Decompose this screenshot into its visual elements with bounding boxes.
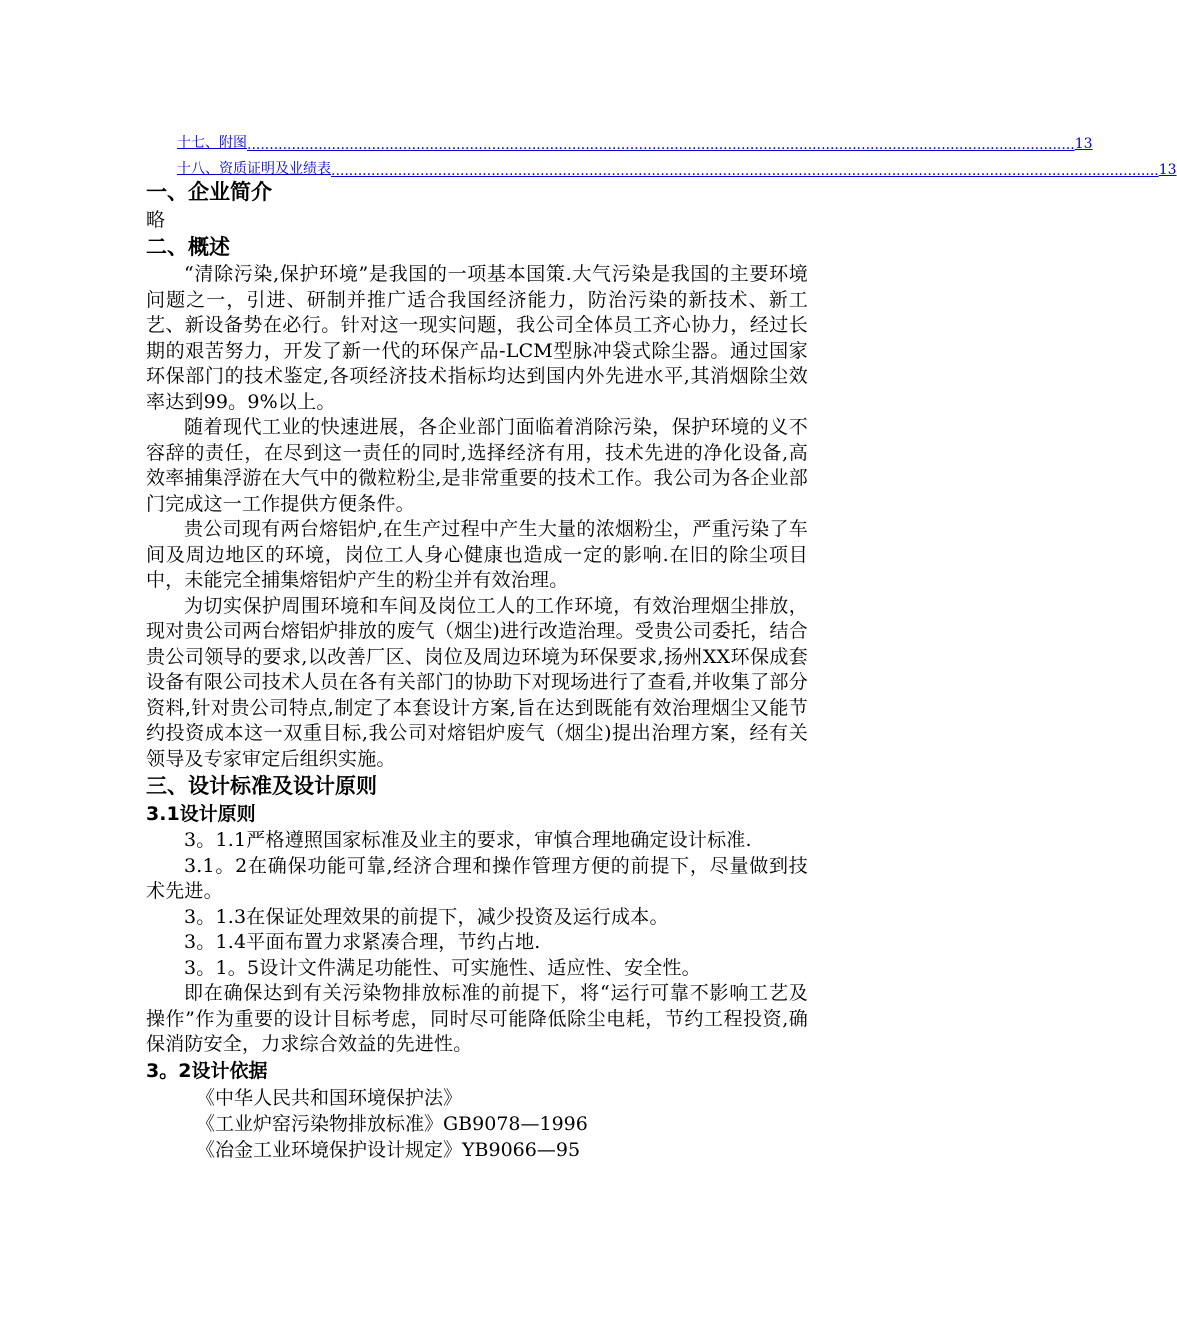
toc-leader-dots: ..........................................................................................................................................................................................	[247, 137, 1075, 153]
toc-page-number[interactable]: 13	[1074, 136, 1093, 152]
principle-item: 3。1。5设计文件满足功能性、可实施性、适应性、安全性。	[184, 956, 701, 979]
toc-entry-title[interactable]: 十八、资质证明及业绩表	[177, 161, 331, 177]
toc-entry[interactable]	[177, 152, 1177, 179]
principle-item: 3。1.3在保证处理效果的前提下，减少投资及运行成本。	[184, 905, 669, 928]
toc-entry[interactable]	[177, 126, 1093, 153]
overview-paragraph-1: “清除污染,保护环境”是我国的一项基本国策.大气污染是我国的主要环境问题之一，引进、研制并推广适合我国经济能力，防治污染的新技术、新工艺、新设备势在必行。针对这一现实问题，我公司全体员工齐心协力，经过长期的艰苦努力，开发了新一代的环保产品-LCM型脉冲袋式除尘器。通过国家环保部门的技术鉴定,各项经济技术指标均达到国内外先进水平,其消烟除尘效率达到99。9%以上。	[146, 263, 808, 413]
overview-paragraph-3: 贵公司现有两台熔铝炉,在生产过程中产生大量的浓烟粉尘，严重污染了车间及周边地区的环境，岗位工人身心健康也造成一定的影响.在旧的除尘项目中，未能完全捕集熔铝炉产生的粉尘并有效治理。	[146, 518, 808, 591]
section-heading-company-profile: 一、企业简介	[146, 180, 272, 204]
subheading-design-basis: 3。2设计依据	[146, 1059, 268, 1082]
section-heading-overview: 二、概述	[146, 235, 230, 259]
principle-item: 3.1。2在确保功能可靠,经济合理和操作管理方便的前提下，尽量做到技术先进。	[146, 854, 808, 902]
company-profile-body: 略	[146, 209, 166, 231]
reference-item: 《中华人民共和国环境保护法》	[196, 1086, 463, 1109]
overview-paragraph-4: 为切实保护周围环境和车间及岗位工人的工作环境，有效治理烟尘排放，现对贵公司两台熔铝炉排放的废气（烟尘)进行改造治理。受贵公司委托，结合贵公司领导的要求,以改善厂区、岗位及周边环境为环保要求,扬州XX环保成套设备有限公司技术人员在各有关部门的协助下对现场进行了查看,并收集了部分资料,针对贵公司特点,制定了本套设计方案,旨在达到既能有效治理烟尘又能节约投资成本这一双重目标,我公司对熔铝炉废气（烟尘)提出治理方案，经有关领导及专家审定后组织实施。	[146, 594, 808, 770]
principle-item: 3。1.1严格遵照国家标准及业主的要求，审慎合理地确定设计标准.	[184, 829, 752, 851]
principle-item: 3。1.4平面布置力求紧凑合理，节约占地.	[184, 931, 541, 953]
toc-entry-title[interactable]: 十七、附图	[177, 135, 247, 151]
document-page	[146, 126, 1177, 1163]
toc-leader-dots: ..........................................................................................................................................................................................	[331, 163, 1159, 179]
toc-page-number[interactable]: 13	[1158, 162, 1177, 178]
reference-item: 《冶金工业环境保护设计规定》YB9066—95	[196, 1138, 581, 1161]
principles-summary: 即在确保达到有关污染物排放标准的前提下，将“运行可靠不影响工艺及操作”作为重要的设计目标考虑，同时尽可能降低除尘电耗，节约工程投资,确保消防安全，力求综合效益的先进性。	[146, 982, 808, 1055]
reference-item: 《工业炉窑污染物排放标准》GB9078—1996	[196, 1112, 588, 1135]
section-heading-design-standards: 三、设计标准及设计原则	[146, 774, 377, 798]
subheading-design-principles: 3.1设计原则	[146, 803, 256, 825]
overview-paragraph-2: 随着现代工业的快速进展，各企业部门面临着消除污染，保护环境的义不容辞的责任，在尽到这一责任的同时,选择经济有用，技术先进的净化设备,高效率捕集浮游在大气中的微粒粉尘,是非常重要的技术工作。我公司为各企业部门完成这一工作提供方便条件。	[146, 416, 808, 515]
